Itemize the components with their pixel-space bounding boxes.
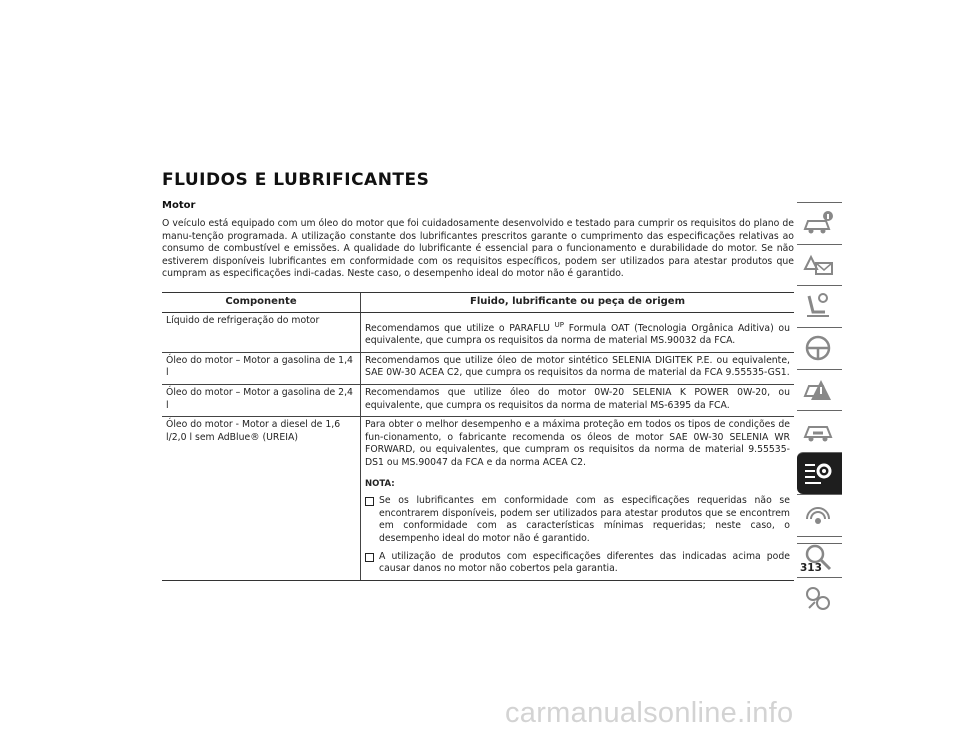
steering-wheel-icon xyxy=(801,332,835,364)
fluid-cell xyxy=(361,312,795,352)
table-row xyxy=(162,352,794,384)
tab-safety[interactable] xyxy=(797,285,842,327)
intro-paragraph: O veículo está equipado com um óleo do motor que foi cuidadosamente desenvolvido e testado para cumprir os requisitos do plano de manu-tenção programada. A utilização constante dos lubrificantes prescritos garante o cumprimento das especificações relativas ao consumo de combustível e emissões. A qualidade do lubrificante é essencial para o funcionamento e durabilidade do motor. Se não estiverem disponíveis lubrificantes em conformidade com os requisitos específicos, podem ser utilizados para atestar produtos que cumpram as especificações indi-cadas. Neste caso, o desempenho ideal do motor não é garantido. xyxy=(162,218,794,280)
page-number: 313 xyxy=(800,562,822,574)
component-cell: Líquido de refrigeração do motor xyxy=(162,312,361,352)
tab-emergency[interactable] xyxy=(797,369,842,411)
header-component: Componente xyxy=(162,293,361,313)
technical-specs-icon xyxy=(801,457,835,489)
watermark: carmanualsonline.info xyxy=(505,697,794,729)
table-row xyxy=(162,417,794,581)
chapter-tabs xyxy=(797,202,842,619)
fluid-text: Para obter o melhor desempenho e a máxima proteção em todos os tipos de condições de fun-cionamento, o fabricante recomenda os óleos de motor SAE 0W-30 SELENIA WR FORWARD, ou equivalentes, que cumpram os requisitos da norma de material 9.55535- DS1 ou MS.90047 da FCA e da norma ACEA C2. xyxy=(365,419,790,469)
tab-driving[interactable] xyxy=(797,327,842,369)
table-header-row xyxy=(162,293,794,313)
fluid-text: Recomendamos que utilize o PARAFLU xyxy=(365,322,555,334)
fluid-cell: Recomendamos que utilize óleo de motor sintético SELENIA DIGITEK P.E. ou equivalente, SAE 0W-30 ACEA C2, que cumpra os requisitos da norma de material da FCA 9.55535-GS1. xyxy=(361,352,795,384)
note-label: NOTA: xyxy=(365,478,395,489)
tab-car-info[interactable] xyxy=(797,202,842,244)
component-cell: Óleo do motor – Motor a gasolina de 2,4 l xyxy=(162,385,361,417)
car-info-icon xyxy=(801,207,835,239)
fluid-cell xyxy=(361,417,795,581)
seat-safety-icon xyxy=(801,290,835,322)
tabs-divider xyxy=(797,543,842,544)
fluids-table xyxy=(162,292,794,581)
multimedia-icon xyxy=(801,499,835,531)
fluid-cell: Recomendamos que utilize óleo do motor 0W-20 SELENIA K POWER 0W-20, ou equivalente, que cumpra os requisitos da norma de material MS-6395 da FCA. xyxy=(361,385,795,417)
subsection-title: Motor xyxy=(162,200,196,211)
tab-technical-specs[interactable] xyxy=(797,452,842,494)
section-title: FLUIDOS E LUBRIFICANTES xyxy=(162,170,430,190)
note-text: A utilização de produtos com especificações diferentes das indicadas acima pode causar danos no motor não cobertos pela garantia. xyxy=(379,550,790,575)
component-cell: Óleo do motor – Motor a gasolina de 1,4 l xyxy=(162,352,361,384)
table-row xyxy=(162,312,794,352)
table-row xyxy=(162,385,794,417)
car-emergency-icon xyxy=(801,374,835,406)
tab-multimedia[interactable] xyxy=(797,494,842,536)
language-index-icon xyxy=(801,582,835,614)
note-item xyxy=(365,495,790,545)
warning-message-icon xyxy=(801,249,835,281)
note-text: Se os lubrificantes em conformidade com as especificações requeridas não se encontrarem disponíveis, podem ser utilizados para atestar produtos que se encontrem em conformidade com as características mínimas requeridas; neste caso, o desempenho ideal do motor não é garantido. xyxy=(379,495,790,544)
note-item xyxy=(365,551,790,576)
bullet-box-icon xyxy=(365,553,374,562)
bullet-box-icon xyxy=(365,497,374,506)
header-fluid: Fluido, lubrificante ou peça de origem xyxy=(361,293,795,313)
superscript-up: UP xyxy=(554,320,565,329)
tab-service[interactable] xyxy=(797,410,842,452)
tab-warnings[interactable] xyxy=(797,244,842,286)
tab-languages[interactable] xyxy=(797,577,842,619)
car-service-icon xyxy=(801,415,835,447)
component-cell: Óleo do motor - Motor a diesel de 1,6 l/2,0 l sem AdBlue® (UREIA) xyxy=(162,417,361,581)
fluid-text: Formula OAT (Tecnologia Orgânica Aditiva) ou equivalente, que cumpra os requisitos da norma de material MS.90032 da FCA. xyxy=(365,322,790,347)
